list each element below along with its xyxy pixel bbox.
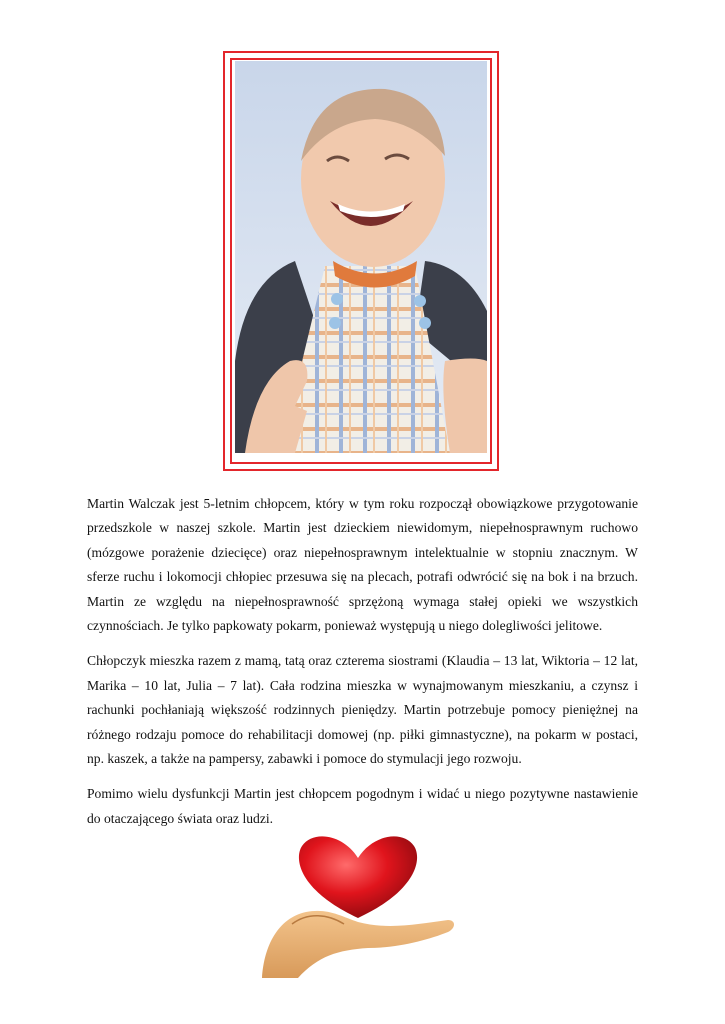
paragraph-closing: Pomimo wielu dysfunkcji Martin jest chłopcem pogodnym i widać u niego pozytywne nastawienie do otaczającego świata oraz ludzi. — [87, 786, 638, 826]
paragraph-family: Chłopczyk mieszka razem z mamą, tatą oraz czterema siostrami (Klaudia – 13 lat, Wiktoria – 12 lat, Marika – 10 lat, Julia – 7 lat). Cała rodzina mieszka w wynajmowanym mieszkaniu, a czynsz i rachunki pochłaniają większość rodzinnych pieniędzy. Martin potrzebuje pomocy pieniężnej na różnego rodzaju pomoce do rehabilitacji domowej (np. piłki gimnastyczne), na pokarm w postaci, np. kaszek, a także na pampersy, zabawki i pomoce do stymulacji jego rozwoju. — [87, 653, 638, 767]
heart-in-hand-icon — [258, 828, 458, 978]
body-text — [87, 492, 638, 842]
paragraph-intro: Martin Walczak jest 5-letnim chłopcem, który w tym roku rozpoczął obowiązkowe przygotowanie przedszkole w naszej szkole. Martin jest dzieckiem niewidomym, niepełnosprawnym ruchowo (mózgowe porażenie dziecięce) oraz niepełnosprawnym intelektualnie w stopniu znacznym. W sferze ruchu i lokomocji chłopiec przesuwa się na plecach, potrafi odwrócić się na bok i na brzuch. Martin ze względu na niepełnosprawność sprzężoną wymaga stałej opieki we wszystkich czynnościach. Je tylko papkowaty pokarm, ponieważ występują u niego dolegliwości jelitowe. — [87, 496, 638, 634]
child-portrait-photo — [235, 61, 487, 453]
photo-frame — [223, 51, 499, 471]
